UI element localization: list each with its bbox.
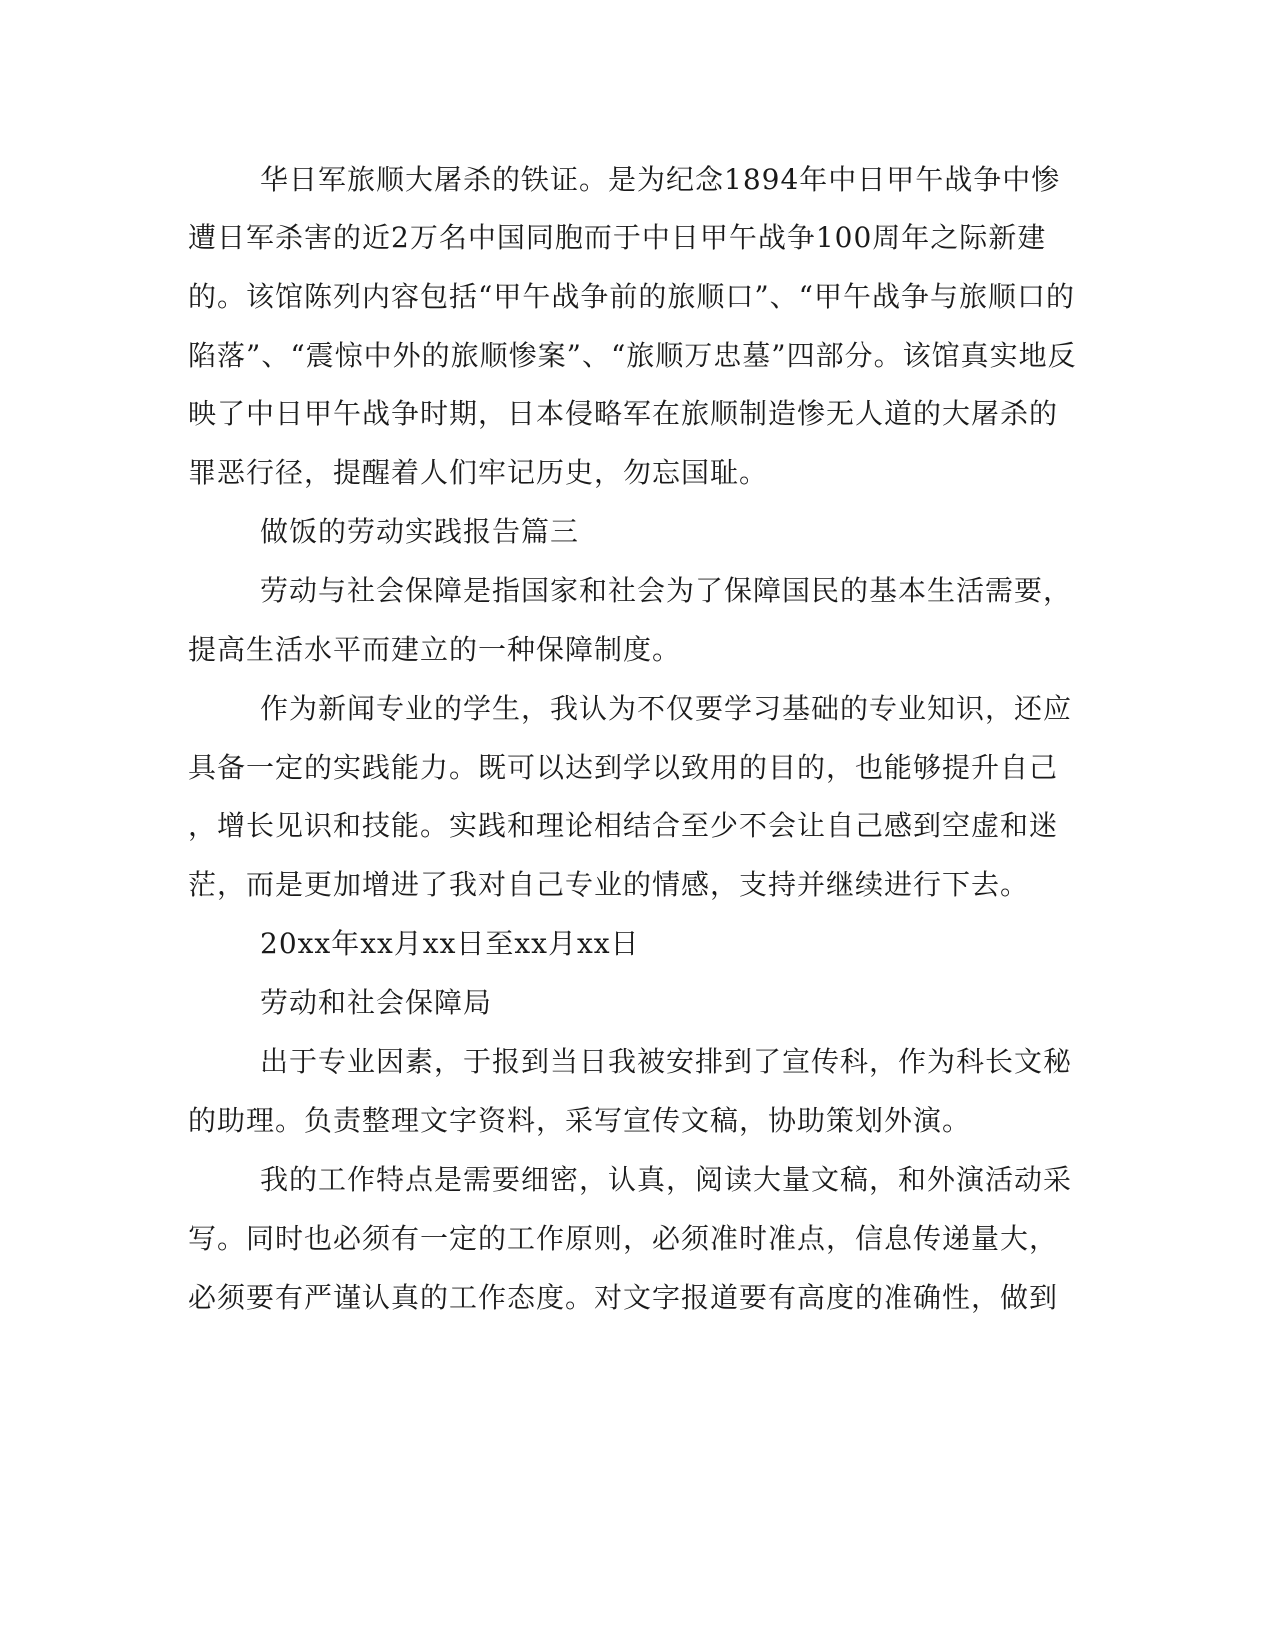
text-line: 罪恶行径，提醒着人们牢记历史，勿忘国耻。 [188, 456, 769, 489]
text-line: 映了中日甲午战争时期，日本侵略军在旅顺制造惨无人道的大屠杀的 [188, 397, 1059, 430]
text-line: 茫，而是更加增进了我对自己专业的情感，支持并继续进行下去。 [188, 868, 1030, 901]
text-line: 的。该馆陈列内容包括“甲午战争前的旅顺口”、“甲午战争与旅顺口的 [188, 280, 1075, 313]
text-line: 出于专业因素，于报到当日我被安排到了宣传科，作为科长文秘 [260, 1045, 1073, 1078]
text-line: 作为新闻专业的学生，我认为不仅要学习基础的专业知识，还应 [260, 692, 1073, 725]
text-line: 华日军旅顺大屠杀的铁证。是为纪念1894年中日甲午战争中惨 [260, 163, 1061, 196]
text-line: 陷落”、“震惊中外的旅顺惨案”、“旅顺万忠墓”四部分。该馆真实地反 [188, 339, 1077, 372]
text-line: 我的工作特点是需要细密，认真，阅读大量文稿，和外演活动采 [260, 1163, 1073, 1196]
text-line: 具备一定的实践能力。既可以达到学以致用的目的，也能够提升自己 [188, 751, 1059, 784]
text-line: 遭日军杀害的近2万名中国同胞而于中日甲午战争100周年之际新建 [188, 221, 1047, 254]
text-line: 写。同时也必须有一定的工作原则，必须准时准点，信息传递量大， [188, 1222, 1059, 1255]
text-line: 的助理。负责整理文字资料，采写宣传文稿，协助策划外演。 [188, 1104, 972, 1137]
section-heading: 做饭的劳动实践报告篇三 [260, 515, 580, 548]
organization-line: 劳动和社会保障局 [260, 986, 493, 1019]
text-line: 提高生活水平而建立的一种保障制度。 [188, 633, 682, 666]
text-line: 必须要有严谨认真的工作态度。对文字报道要有高度的准确性，做到 [188, 1281, 1059, 1314]
text-line: 劳动与社会保障是指国家和社会为了保障国民的基本生活需要， [260, 574, 1073, 607]
date-line: 20xx年xx月xx日至xx月xx日 [260, 927, 640, 960]
text-line: ，增长见识和技能。实践和理论相结合至少不会让自己感到空虚和迷 [188, 809, 1059, 842]
